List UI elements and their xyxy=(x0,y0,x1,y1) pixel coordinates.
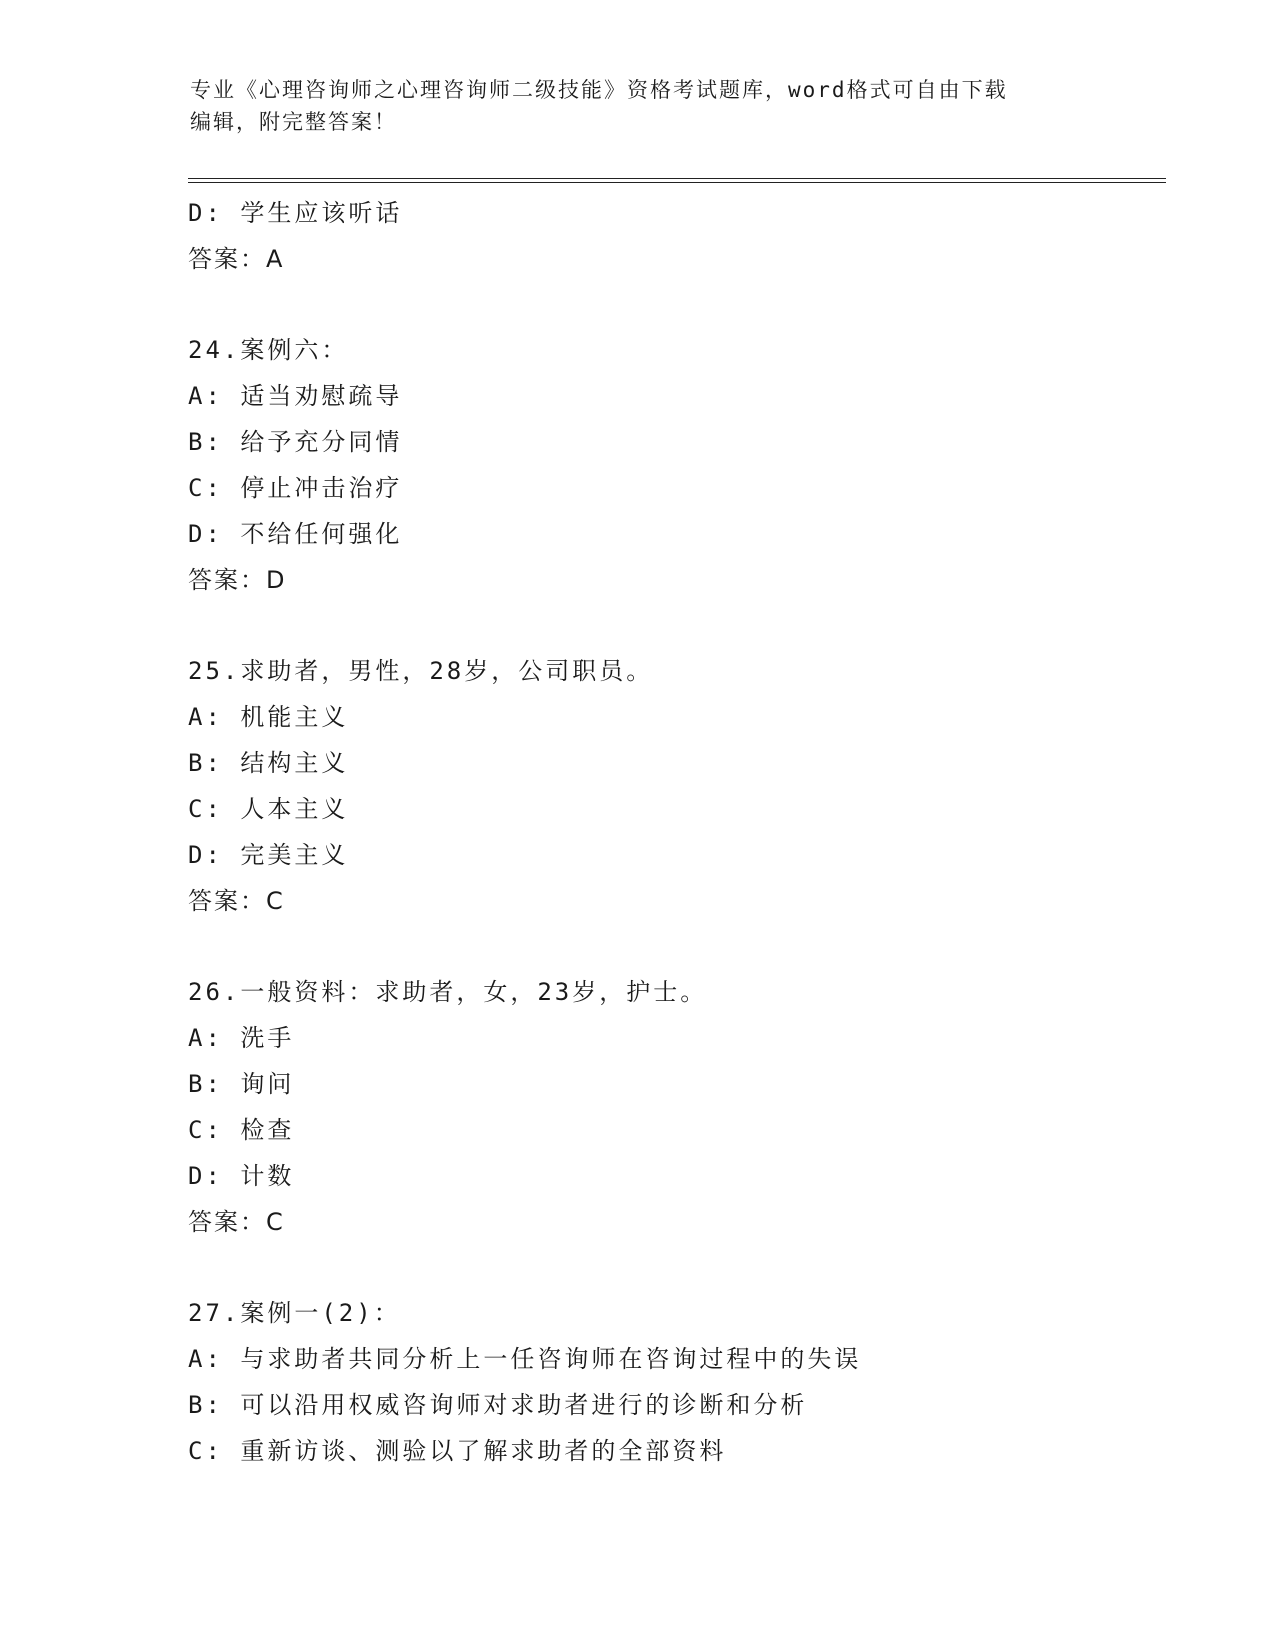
question-27 xyxy=(188,1290,1148,1474)
option-a: A: 机能主义 xyxy=(188,703,349,731)
option-c: C: 停止冲击治疗 xyxy=(188,474,403,502)
header-title-line-2: 编辑，附完整答案！ xyxy=(190,110,397,134)
question-stem: 26.一般资料：求助者，女，23岁，护士。 xyxy=(188,978,708,1006)
option-d: D: 计数 xyxy=(188,1162,295,1190)
question-stem: 27.案例一(2)： xyxy=(188,1299,401,1327)
option-b: B: 给予充分同情 xyxy=(188,428,403,456)
option-b: B: 询问 xyxy=(188,1070,295,1098)
question-24 xyxy=(188,327,1148,603)
question-list xyxy=(188,190,1148,1474)
option-a: A: 适当劝慰疏导 xyxy=(188,382,403,410)
option-a: A: 洗手 xyxy=(188,1024,295,1052)
option-b: B: 可以沿用权威咨询师对求助者进行的诊断和分析 xyxy=(188,1391,808,1419)
option-c: C: 检查 xyxy=(188,1116,295,1144)
answer-line: 答案：D xyxy=(188,566,287,594)
spacer xyxy=(188,282,1148,327)
answer-line: 答案：A xyxy=(188,245,285,273)
document-header xyxy=(190,74,1110,138)
question-25 xyxy=(188,648,1148,924)
answer-line: 答案：C xyxy=(188,887,285,915)
spacer xyxy=(188,603,1148,648)
question-stem: 24.案例六： xyxy=(188,336,349,364)
header-title-line-1: 专业《心理咨询师之心理咨询师二级技能》资格考试题库，word格式可自由下载 xyxy=(190,78,1008,102)
spacer xyxy=(188,924,1148,969)
question-stem: 25.求助者，男性，28岁，公司职员。 xyxy=(188,657,654,685)
spacer xyxy=(188,1245,1148,1290)
answer-line: 答案：C xyxy=(188,1208,285,1236)
question-26 xyxy=(188,969,1148,1245)
option-d: D: 学生应该听话 xyxy=(188,199,403,227)
question-23-tail xyxy=(188,190,1148,282)
option-c: C: 重新访谈、测验以了解求助者的全部资料 xyxy=(188,1437,727,1465)
option-b: B: 结构主义 xyxy=(188,749,349,777)
header-double-rule xyxy=(188,178,1166,183)
option-a: A: 与求助者共同分析上一任咨询师在咨询过程中的失误 xyxy=(188,1345,862,1373)
option-c: C: 人本主义 xyxy=(188,795,349,823)
option-d: D: 不给任何强化 xyxy=(188,520,403,548)
option-d: D: 完美主义 xyxy=(188,841,349,869)
